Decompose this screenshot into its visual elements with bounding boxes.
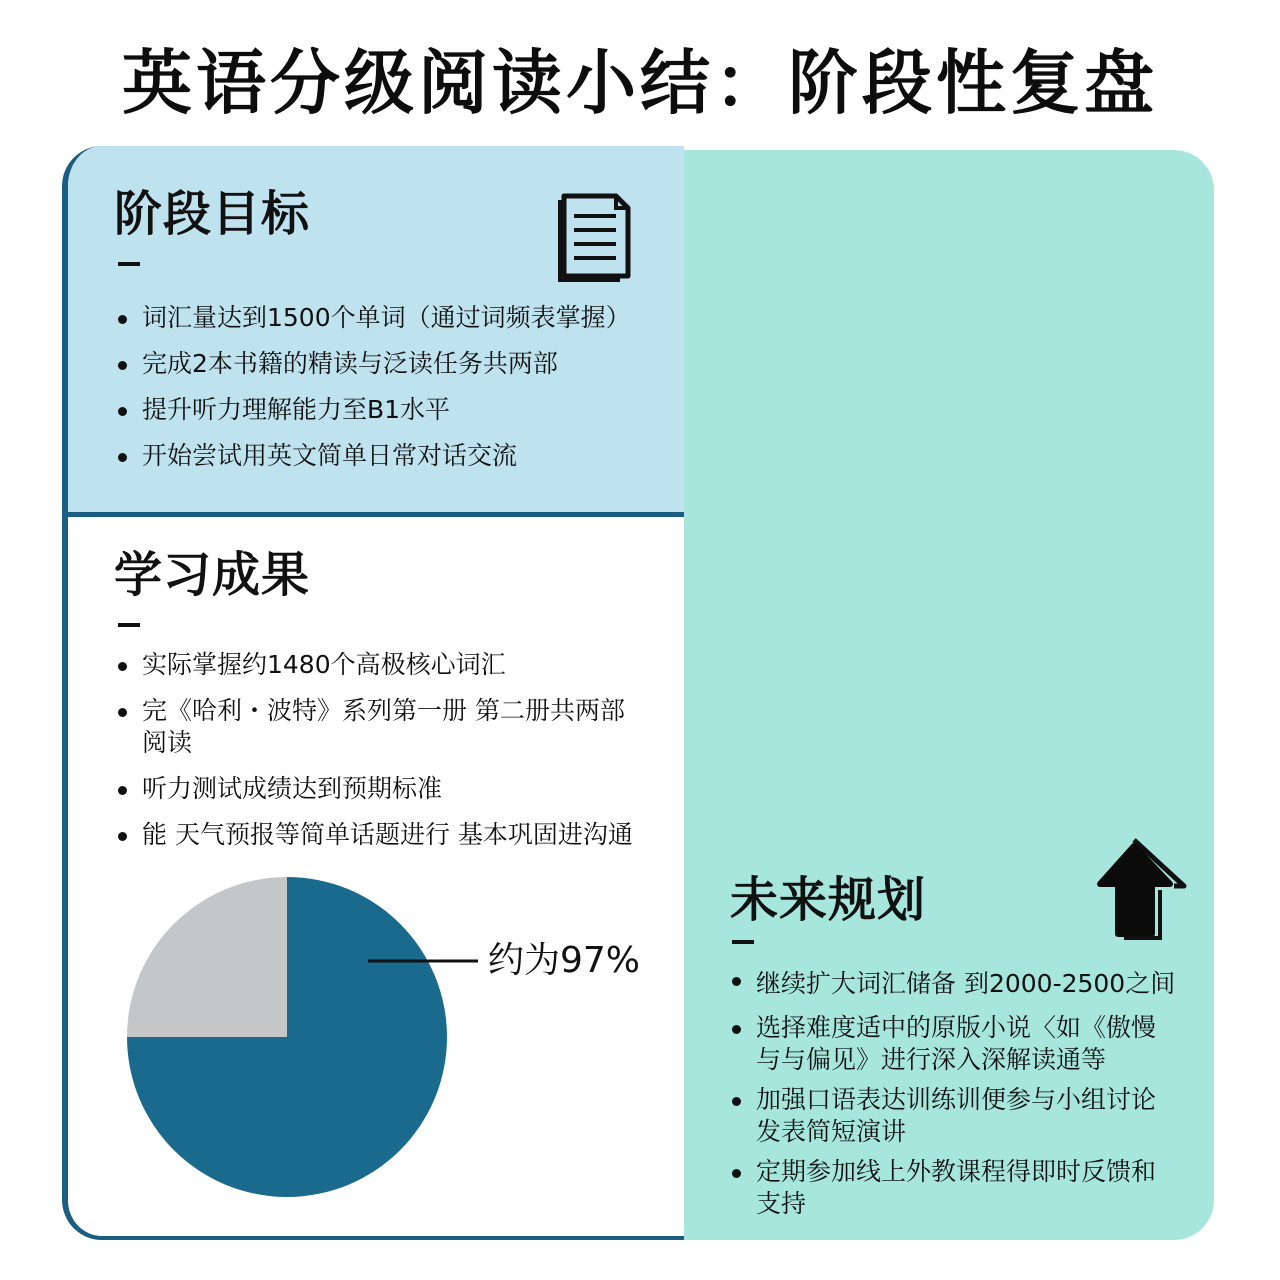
plan-heading: 未来规划 xyxy=(730,872,927,928)
pie-leader-line xyxy=(368,951,488,971)
plan-item-4: 定期参加线上外教课程得即时反馈和支持 xyxy=(730,1156,1178,1220)
results-list xyxy=(116,649,636,865)
document-icon xyxy=(556,190,634,282)
goals-list xyxy=(116,302,656,486)
goals-heading: 阶段目标 xyxy=(114,186,311,242)
result-item-2: 完《哈利・波特》系列第一册 第二册共两部阅读 xyxy=(116,695,636,759)
goals-section xyxy=(68,146,684,517)
goals-heading-dash xyxy=(118,262,140,266)
plan-item-2: 选择难度适中的原版小说〈如《傲慢与与偏见》进行深入深解读通等 xyxy=(730,1012,1178,1076)
up-arrow-icon xyxy=(1094,834,1190,944)
pie-slice-2 xyxy=(127,877,287,1037)
results-heading-dash xyxy=(118,623,140,627)
plan-heading-dash xyxy=(732,940,754,944)
result-item-4: 能 天气预报等简单话题进行 基本巩固进沟通 xyxy=(116,819,636,851)
result-item-3: 听力测试成绩达到预期标准 xyxy=(116,773,636,805)
plan-list xyxy=(730,964,1178,1228)
plan-item-3: 加强口语表达训练训便参与小组讨论发表简短演讲 xyxy=(730,1084,1178,1148)
results-section xyxy=(68,517,684,1236)
page-title: 英语分级阅读小结：阶段性复盘 xyxy=(122,42,1158,124)
pie-annotation: 约为97% xyxy=(488,940,641,981)
left-card xyxy=(62,146,684,1240)
goal-item-3: 提升听力理解能力至B1水平 xyxy=(116,394,656,426)
plan-item-1: 继续扩大词汇储备 到2000-2500之间 xyxy=(730,964,1178,1004)
goal-item-4: 开始尝试用英文简单日常对话交流 xyxy=(116,440,656,472)
goal-item-1: 词汇量达到1500个单词（通过词频表掌握） xyxy=(116,302,656,334)
progress-pie-chart xyxy=(122,872,452,1202)
results-heading: 学习成果 xyxy=(114,547,311,603)
goal-item-2: 完成2本书籍的精读与泛读任务共两部 xyxy=(116,348,656,380)
future-plan-panel xyxy=(600,150,1214,1240)
result-item-1: 实际掌握约1480个高极核心词汇 xyxy=(116,649,636,681)
